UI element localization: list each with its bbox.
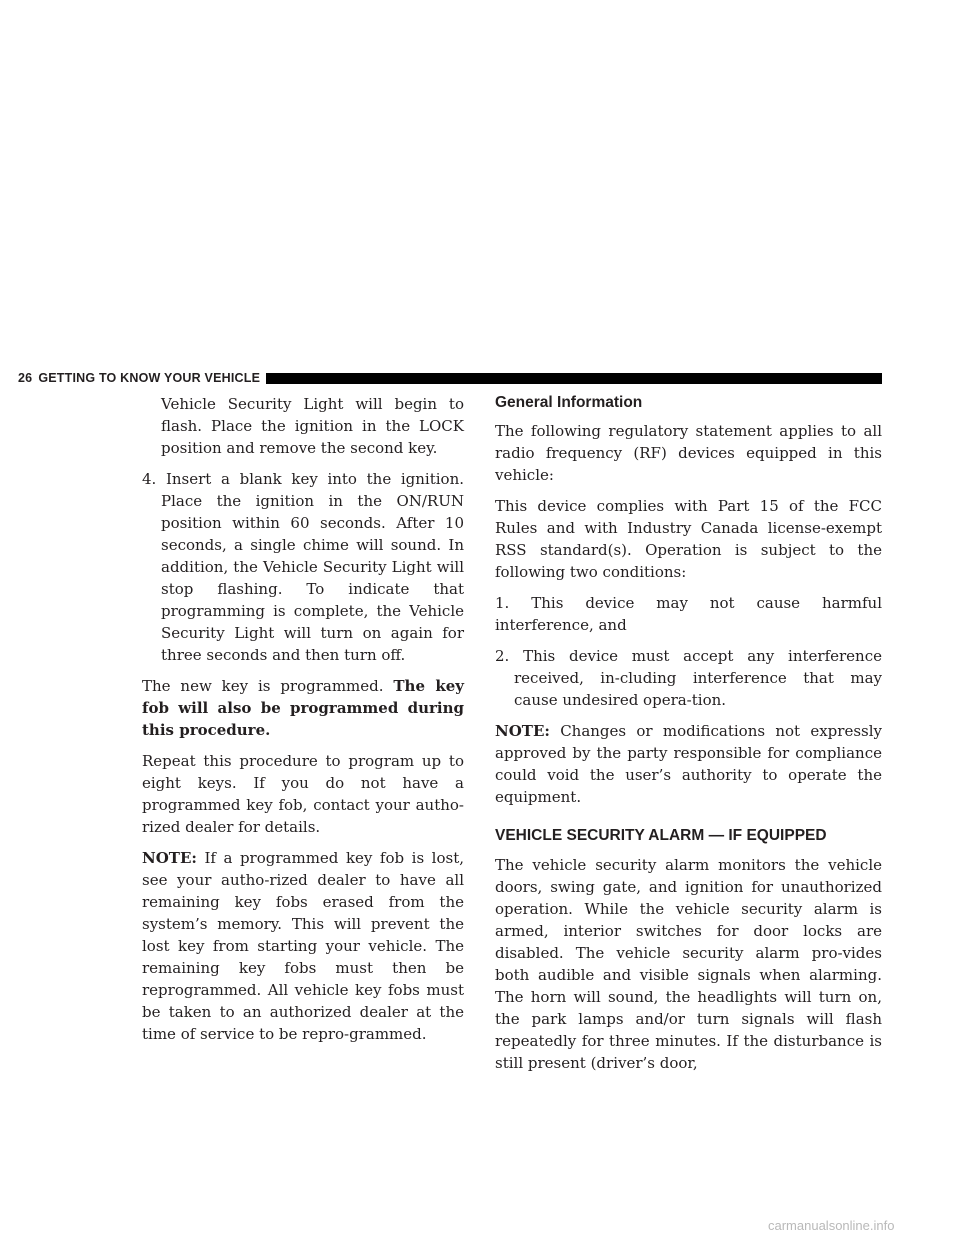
header-rule (266, 373, 882, 384)
note-text: If a programmed key fob is lost, see your autho-rized dealer to have all remaining key fobs erased from the system’s memory. This will prevent the lost key from starting your vehicle. The remaining key fobs must then be reprogrammed. All vehicle key fobs must be taken to an authorized dealer at the time of service to be repro-grammed. (142, 849, 464, 1043)
page-header (18, 370, 882, 386)
note-paragraph (142, 847, 464, 1045)
security-alarm-heading: VEHICLE SECURITY ALARM — IF EQUIPPED (495, 827, 827, 844)
right-column (495, 393, 882, 1074)
condition-2: 2. This device must accept any interference received, in-cluding interference that may cause undesired opera-tion. (495, 647, 882, 709)
page-number: 26 (18, 371, 33, 385)
programmed-text: The new key is programmed. (142, 677, 394, 695)
programmed-bold-text: The key fob will also be programmed during this procedure. (142, 677, 464, 739)
step-4: 4. Insert a blank key into the ignition. Place the ignition in the ON/RUN position within 60 seconds. After 10 seconds, a single chime will sound. In addition, the Vehicle Security Light will stop flashing. To indicate that programming is complete, the Vehicle Security Light will turn on again for three seconds and then turn off. (142, 470, 464, 664)
fcc-paragraph: This device complies with Part 15 of the FCC Rules and with Industry Canada license-exempt RSS standard(s). Operation is subject to the following two conditions: (495, 497, 882, 581)
section-title: GETTING TO KNOW YOUR VEHICLE (38, 371, 261, 385)
watermark: carmanualsonline.info (768, 1218, 895, 1233)
repeat-paragraph: Repeat this procedure to program up to eight keys. If you do not have a programmed key fob, contact your autho-rized dealer for details. (142, 752, 464, 836)
general-information-heading: General Information (495, 394, 643, 411)
regulatory-paragraph: The following regulatory statement applies to all radio frequency (RF) devices equipped in this vehicle: (495, 422, 882, 484)
note-text-right: Changes or modifications not expressly approved by the party responsible for compliance could void the user’s authority to operate the equipment. (495, 722, 882, 806)
left-column (142, 393, 464, 1045)
continued-paragraph: Vehicle Security Light will begin to flash. Place the ignition in the LOCK position and remove the second key. (161, 395, 464, 457)
condition-1: 1. This device may not cause harmful interference, and (495, 594, 882, 634)
security-alarm-paragraph: The vehicle security alarm monitors the vehicle doors, swing gate, and ignition for unauthorized operation. While the vehicle security alarm is armed, interior switches for door locks are disabled. The vehicle security alarm pro-vides both audible and visible signals when alarming. The horn will sound, the headlights will turn on, the park lamps and/or turn signals will flash repeatedly for three minutes. If the disturbance is still present (driver’s door, (495, 856, 882, 1072)
programmed-paragraph (142, 675, 464, 741)
note-label: NOTE: (142, 849, 197, 867)
note-label-right: NOTE: (495, 722, 550, 740)
note-paragraph-right (495, 720, 882, 808)
